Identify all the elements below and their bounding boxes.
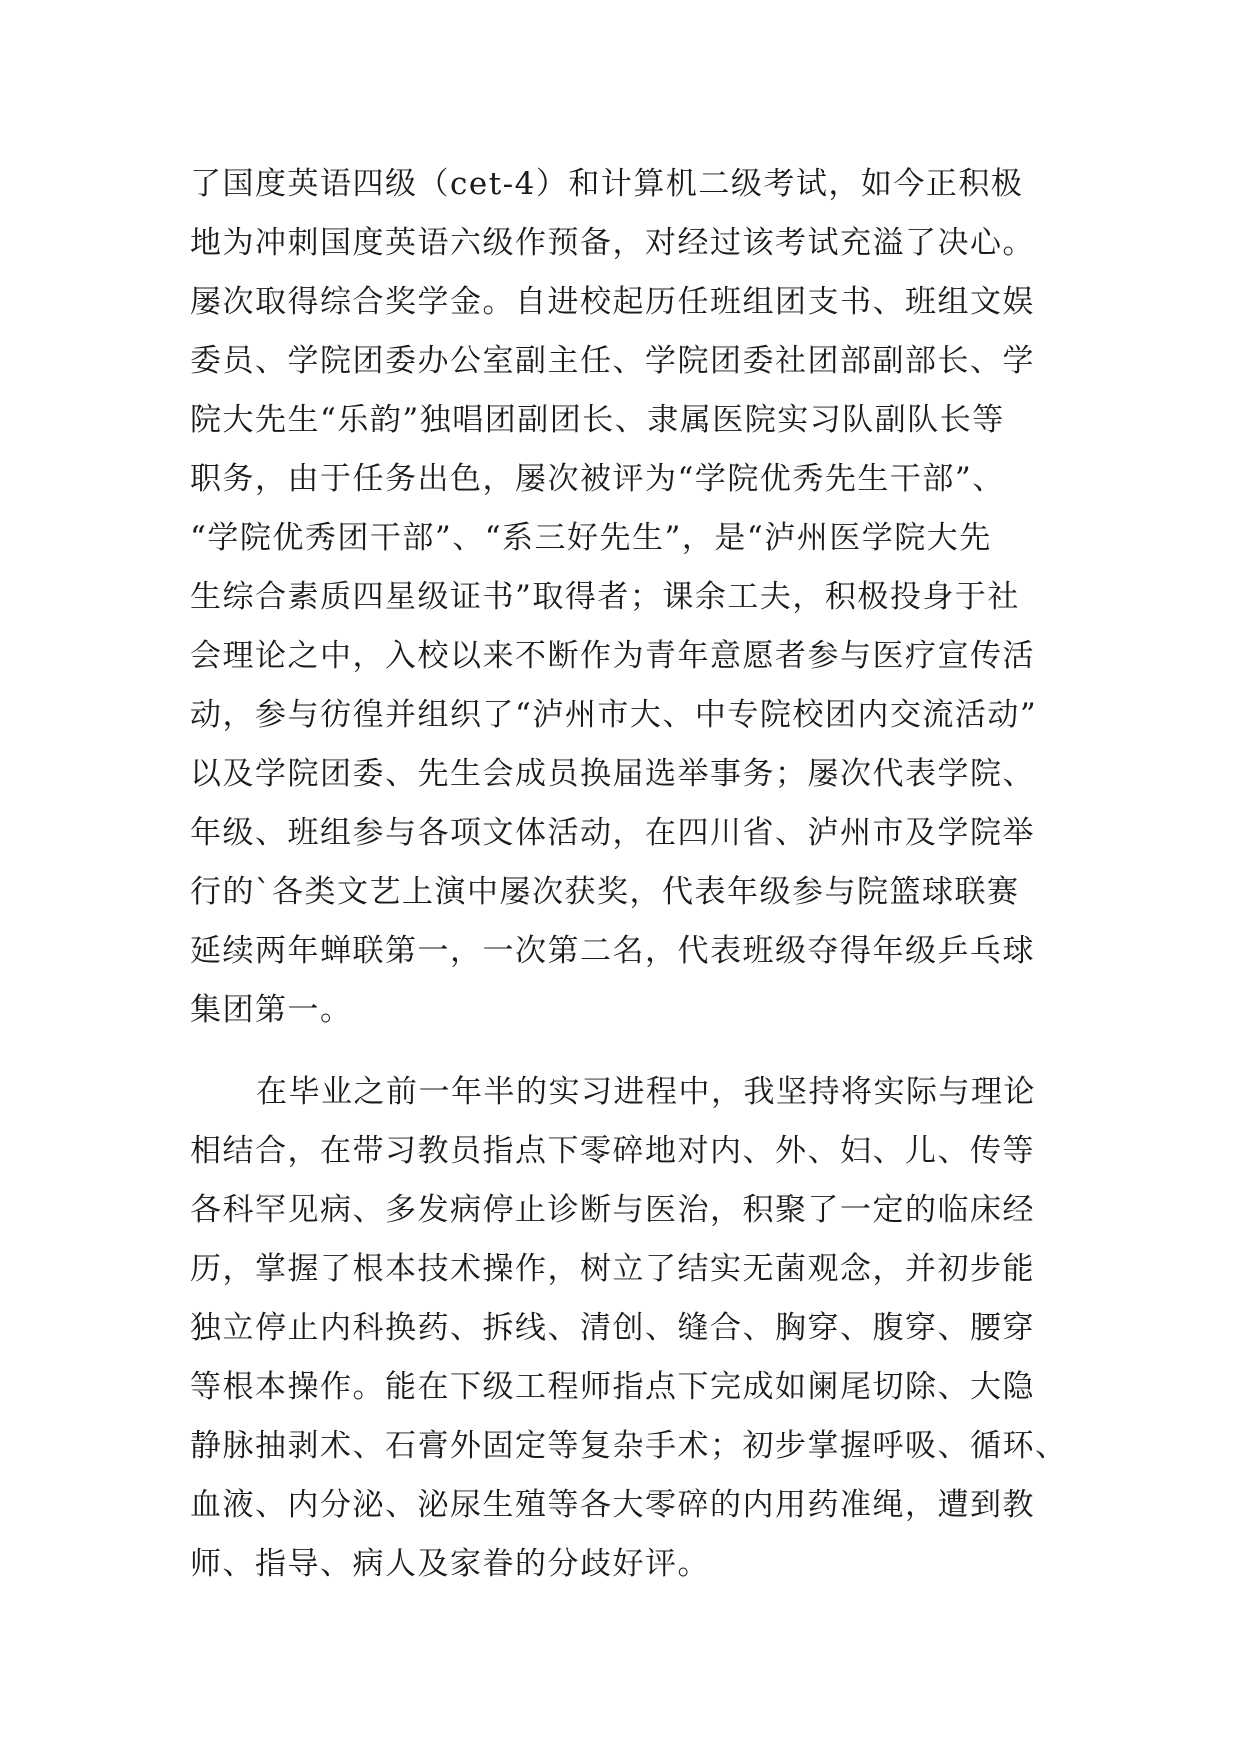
text-line: 院大先生“乐韵”独唱团副团长、隶属医院实习队副队长等 <box>190 402 1005 438</box>
text-line: 静脉抽剥术、石膏外固定等复杂手术；初步掌握呼吸、循环、 <box>190 1428 1068 1464</box>
text-line: 集团第一。 <box>190 992 353 1028</box>
text-line: 各科罕见病、多发病停止诊断与医治，积聚了一定的临床经 <box>190 1192 1035 1228</box>
text-line: 相结合，在带习教员指点下零碎地对内、外、妇、儿、传等 <box>190 1133 1035 1169</box>
text-line: 生综合素质四星级证书”取得者；课余工夫，积极投身于社 <box>190 579 1020 615</box>
text-line: 地为冲刺国度英语六级作预备，对经过该考试充溢了决心。 <box>190 225 1035 261</box>
text-line: 会理论之中，入校以来不断作为青年意愿者参与医疗宣传活 <box>190 638 1035 674</box>
paragraph-spacer <box>190 1040 1050 1063</box>
paragraph-2 <box>190 1063 1068 1594</box>
text-line: 委员、学院团委办公室副主任、学院团委社团部副部长、学 <box>190 343 1035 379</box>
text-line: 职务，由于任务出色，屡次被评为“学院优秀先生干部”、 <box>190 461 1005 497</box>
text-line: “学院优秀团干部”、“系三好先生”，是“泸州医学院大先 <box>190 520 992 556</box>
paragraph-1 <box>190 155 1050 1040</box>
text-line: 动，参与彷徨并组织了“泸州市大、中专院校团内交流活动” <box>190 697 1038 733</box>
text-line: 血液、内分泌、泌尿生殖等各大零碎的内用药准绳，遭到教 <box>190 1487 1035 1523</box>
text-line: 师、指导、病人及家眷的分歧好评。 <box>190 1546 710 1582</box>
text-line: 了国度英语四级（cet-4）和计算机二级考试，如今正积极 <box>190 166 1024 202</box>
document-body <box>190 155 1068 1594</box>
text-line: 以及学院团委、先生会成员换届选举事务；屡次代表学院、 <box>190 756 1035 792</box>
text-line: 独立停止内科换药、拆线、清创、缝合、胸穿、腹穿、腰穿 <box>190 1310 1035 1346</box>
text-line: 行的`各类文艺上演中屡次获奖，代表年级参与院篮球联赛 <box>190 874 1020 910</box>
text-line: 在毕业之前一年半的实习进程中，我坚持将实际与理论 <box>256 1074 1036 1110</box>
text-line: 屡次取得综合奖学金。自进校起历任班组团支书、班组文娱 <box>190 284 1035 320</box>
text-line: 延续两年蝉联第一，一次第二名，代表班级夺得年级乒乓球 <box>190 933 1035 969</box>
text-line: 年级、班组参与各项文体活动，在四川省、泸州市及学院举 <box>190 815 1035 851</box>
text-line: 历，掌握了根本技术操作，树立了结实无菌观念，并初步能 <box>190 1251 1035 1287</box>
text-line: 等根本操作。能在下级工程师指点下完成如阑尾切除、大隐 <box>190 1369 1035 1405</box>
